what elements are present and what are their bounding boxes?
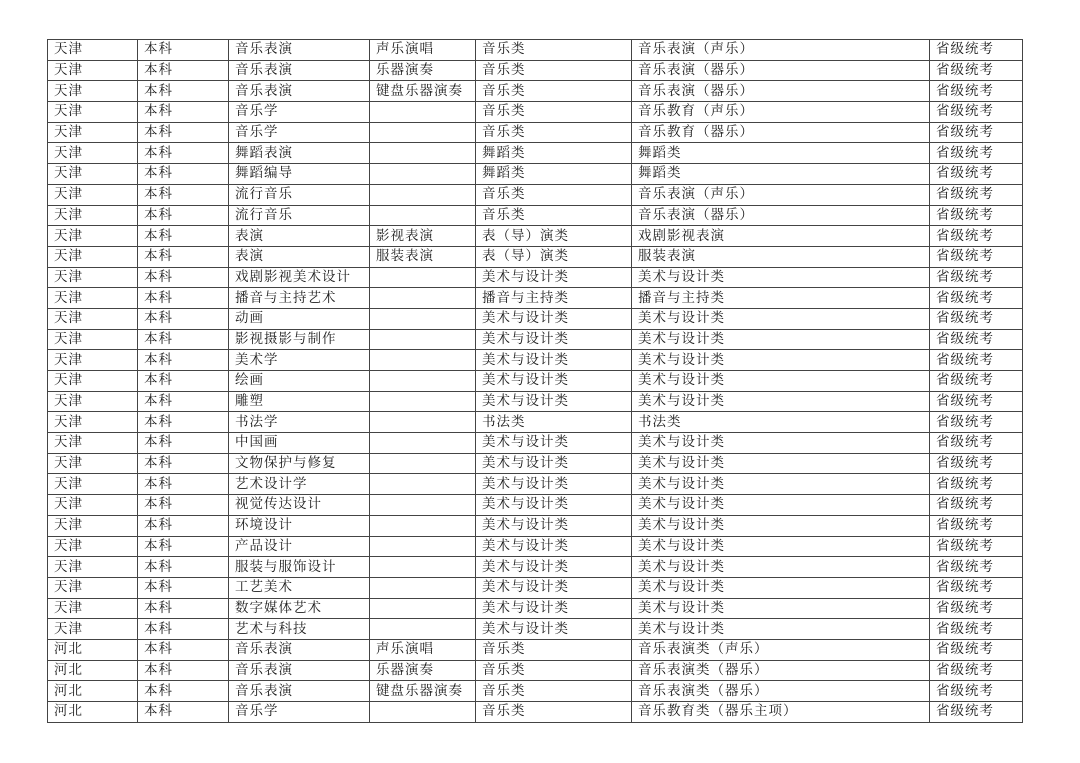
- major-cell: 动画: [229, 308, 370, 329]
- province-cell: 天津: [48, 536, 138, 557]
- major-cell: 环境设计: [229, 515, 370, 536]
- level-cell: 本科: [138, 308, 229, 329]
- table-row: [48, 577, 1023, 598]
- exam-category-cell: 音乐类: [476, 102, 632, 123]
- province-cell: 天津: [48, 453, 138, 474]
- exam-subject-cell: 播音与主持类: [632, 288, 930, 309]
- admissions-table: [47, 39, 1023, 723]
- direction-cell: [370, 412, 476, 433]
- level-cell: 本科: [138, 205, 229, 226]
- level-cell: 本科: [138, 453, 229, 474]
- direction-cell: [370, 474, 476, 495]
- direction-cell: [370, 122, 476, 143]
- exam-subject-cell: 美术与设计类: [632, 577, 930, 598]
- direction-cell: [370, 102, 476, 123]
- level-cell: 本科: [138, 267, 229, 288]
- exam-category-cell: 音乐类: [476, 681, 632, 702]
- table-row: [48, 536, 1023, 557]
- level-cell: 本科: [138, 619, 229, 640]
- direction-cell: [370, 267, 476, 288]
- level-cell: 本科: [138, 122, 229, 143]
- major-cell: 绘画: [229, 371, 370, 392]
- exam-type-cell: 省级统考: [930, 102, 1023, 123]
- table-row: [48, 433, 1023, 454]
- province-cell: 天津: [48, 288, 138, 309]
- exam-type-cell: 省级统考: [930, 391, 1023, 412]
- exam-type-cell: 省级统考: [930, 598, 1023, 619]
- level-cell: 本科: [138, 40, 229, 61]
- level-cell: 本科: [138, 681, 229, 702]
- exam-category-cell: 播音与主持类: [476, 288, 632, 309]
- direction-cell: [370, 288, 476, 309]
- exam-category-cell: 美术与设计类: [476, 371, 632, 392]
- exam-subject-cell: 美术与设计类: [632, 350, 930, 371]
- exam-category-cell: 表（导）演类: [476, 226, 632, 247]
- province-cell: 天津: [48, 433, 138, 454]
- major-cell: 流行音乐: [229, 184, 370, 205]
- exam-category-cell: 舞蹈类: [476, 143, 632, 164]
- level-cell: 本科: [138, 536, 229, 557]
- exam-subject-cell: 美术与设计类: [632, 308, 930, 329]
- major-cell: 工艺美术: [229, 577, 370, 598]
- level-cell: 本科: [138, 81, 229, 102]
- major-cell: 音乐学: [229, 702, 370, 723]
- major-cell: 音乐学: [229, 102, 370, 123]
- exam-category-cell: 美术与设计类: [476, 329, 632, 350]
- exam-category-cell: 音乐类: [476, 205, 632, 226]
- level-cell: 本科: [138, 246, 229, 267]
- exam-type-cell: 省级统考: [930, 81, 1023, 102]
- province-cell: 天津: [48, 495, 138, 516]
- level-cell: 本科: [138, 495, 229, 516]
- exam-category-cell: 美术与设计类: [476, 433, 632, 454]
- direction-cell: [370, 350, 476, 371]
- direction-cell: 键盘乐器演奏: [370, 81, 476, 102]
- table-row: [48, 143, 1023, 164]
- exam-type-cell: 省级统考: [930, 557, 1023, 578]
- exam-type-cell: 省级统考: [930, 681, 1023, 702]
- exam-category-cell: 音乐类: [476, 122, 632, 143]
- direction-cell: [370, 329, 476, 350]
- table-row: [48, 371, 1023, 392]
- province-cell: 天津: [48, 164, 138, 185]
- table-row: [48, 184, 1023, 205]
- province-cell: 天津: [48, 474, 138, 495]
- major-cell: 文物保护与修复: [229, 453, 370, 474]
- direction-cell: [370, 536, 476, 557]
- direction-cell: [370, 495, 476, 516]
- exam-category-cell: 美术与设计类: [476, 453, 632, 474]
- exam-subject-cell: 美术与设计类: [632, 474, 930, 495]
- direction-cell: 乐器演奏: [370, 660, 476, 681]
- major-cell: 表演: [229, 226, 370, 247]
- direction-cell: 声乐演唱: [370, 40, 476, 61]
- table-body: [48, 40, 1023, 723]
- table-row: [48, 619, 1023, 640]
- direction-cell: [370, 702, 476, 723]
- exam-type-cell: 省级统考: [930, 164, 1023, 185]
- level-cell: 本科: [138, 143, 229, 164]
- exam-type-cell: 省级统考: [930, 205, 1023, 226]
- major-cell: 数字媒体艺术: [229, 598, 370, 619]
- exam-type-cell: 省级统考: [930, 660, 1023, 681]
- direction-cell: [370, 453, 476, 474]
- table-row: [48, 102, 1023, 123]
- table-row: [48, 205, 1023, 226]
- exam-subject-cell: 音乐表演（声乐）: [632, 40, 930, 61]
- exam-subject-cell: 音乐表演类（器乐）: [632, 660, 930, 681]
- exam-subject-cell: 美术与设计类: [632, 329, 930, 350]
- table-row: [48, 164, 1023, 185]
- direction-cell: [370, 577, 476, 598]
- level-cell: 本科: [138, 557, 229, 578]
- direction-cell: 键盘乐器演奏: [370, 681, 476, 702]
- province-cell: 天津: [48, 577, 138, 598]
- exam-subject-cell: 美术与设计类: [632, 371, 930, 392]
- province-cell: 天津: [48, 412, 138, 433]
- level-cell: 本科: [138, 412, 229, 433]
- exam-subject-cell: 服装表演: [632, 246, 930, 267]
- exam-category-cell: 美术与设计类: [476, 267, 632, 288]
- major-cell: 雕塑: [229, 391, 370, 412]
- exam-category-cell: 美术与设计类: [476, 536, 632, 557]
- table-row: [48, 267, 1023, 288]
- direction-cell: [370, 143, 476, 164]
- direction-cell: 服装表演: [370, 246, 476, 267]
- direction-cell: [370, 557, 476, 578]
- exam-type-cell: 省级统考: [930, 40, 1023, 61]
- exam-category-cell: 美术与设计类: [476, 577, 632, 598]
- province-cell: 河北: [48, 702, 138, 723]
- level-cell: 本科: [138, 102, 229, 123]
- exam-category-cell: 表（导）演类: [476, 246, 632, 267]
- province-cell: 天津: [48, 308, 138, 329]
- major-cell: 影视摄影与制作: [229, 329, 370, 350]
- exam-subject-cell: 音乐表演（声乐）: [632, 184, 930, 205]
- level-cell: 本科: [138, 598, 229, 619]
- direction-cell: [370, 598, 476, 619]
- province-cell: 天津: [48, 267, 138, 288]
- table-row: [48, 122, 1023, 143]
- table-row: [48, 660, 1023, 681]
- table-row: [48, 288, 1023, 309]
- exam-type-cell: 省级统考: [930, 246, 1023, 267]
- exam-category-cell: 美术与设计类: [476, 308, 632, 329]
- exam-subject-cell: 美术与设计类: [632, 391, 930, 412]
- province-cell: 天津: [48, 81, 138, 102]
- exam-subject-cell: 舞蹈类: [632, 164, 930, 185]
- level-cell: 本科: [138, 433, 229, 454]
- level-cell: 本科: [138, 639, 229, 660]
- exam-type-cell: 省级统考: [930, 184, 1023, 205]
- province-cell: 天津: [48, 371, 138, 392]
- province-cell: 天津: [48, 226, 138, 247]
- direction-cell: 声乐演唱: [370, 639, 476, 660]
- major-cell: 产品设计: [229, 536, 370, 557]
- exam-type-cell: 省级统考: [930, 308, 1023, 329]
- table-row: [48, 681, 1023, 702]
- exam-type-cell: 省级统考: [930, 122, 1023, 143]
- direction-cell: [370, 308, 476, 329]
- province-cell: 河北: [48, 681, 138, 702]
- major-cell: 音乐表演: [229, 639, 370, 660]
- province-cell: 天津: [48, 329, 138, 350]
- exam-type-cell: 省级统考: [930, 495, 1023, 516]
- exam-category-cell: 音乐类: [476, 60, 632, 81]
- level-cell: 本科: [138, 660, 229, 681]
- direction-cell: [370, 205, 476, 226]
- exam-type-cell: 省级统考: [930, 702, 1023, 723]
- exam-subject-cell: 音乐教育（声乐）: [632, 102, 930, 123]
- level-cell: 本科: [138, 515, 229, 536]
- exam-subject-cell: 音乐表演类（器乐）: [632, 681, 930, 702]
- direction-cell: [370, 184, 476, 205]
- table-row: [48, 246, 1023, 267]
- table-row: [48, 639, 1023, 660]
- major-cell: 视觉传达设计: [229, 495, 370, 516]
- exam-category-cell: 美术与设计类: [476, 515, 632, 536]
- table-row: [48, 453, 1023, 474]
- major-cell: 艺术设计学: [229, 474, 370, 495]
- exam-category-cell: 舞蹈类: [476, 164, 632, 185]
- province-cell: 天津: [48, 184, 138, 205]
- level-cell: 本科: [138, 288, 229, 309]
- level-cell: 本科: [138, 350, 229, 371]
- exam-category-cell: 美术与设计类: [476, 598, 632, 619]
- exam-subject-cell: 美术与设计类: [632, 536, 930, 557]
- exam-type-cell: 省级统考: [930, 226, 1023, 247]
- exam-category-cell: 美术与设计类: [476, 391, 632, 412]
- exam-subject-cell: 美术与设计类: [632, 495, 930, 516]
- exam-type-cell: 省级统考: [930, 474, 1023, 495]
- major-cell: 艺术与科技: [229, 619, 370, 640]
- level-cell: 本科: [138, 226, 229, 247]
- exam-subject-cell: 音乐表演（器乐）: [632, 205, 930, 226]
- exam-type-cell: 省级统考: [930, 433, 1023, 454]
- direction-cell: [370, 164, 476, 185]
- major-cell: 中国画: [229, 433, 370, 454]
- exam-category-cell: 音乐类: [476, 81, 632, 102]
- exam-category-cell: 音乐类: [476, 639, 632, 660]
- exam-type-cell: 省级统考: [930, 536, 1023, 557]
- exam-category-cell: 音乐类: [476, 40, 632, 61]
- exam-subject-cell: 美术与设计类: [632, 453, 930, 474]
- exam-type-cell: 省级统考: [930, 350, 1023, 371]
- table-row: [48, 226, 1023, 247]
- level-cell: 本科: [138, 577, 229, 598]
- exam-type-cell: 省级统考: [930, 577, 1023, 598]
- exam-category-cell: 美术与设计类: [476, 619, 632, 640]
- exam-subject-cell: 美术与设计类: [632, 598, 930, 619]
- exam-type-cell: 省级统考: [930, 329, 1023, 350]
- major-cell: 音乐表演: [229, 60, 370, 81]
- direction-cell: [370, 433, 476, 454]
- table-row: [48, 81, 1023, 102]
- exam-type-cell: 省级统考: [930, 515, 1023, 536]
- exam-type-cell: 省级统考: [930, 412, 1023, 433]
- exam-category-cell: 美术与设计类: [476, 350, 632, 371]
- exam-subject-cell: 美术与设计类: [632, 515, 930, 536]
- exam-type-cell: 省级统考: [930, 453, 1023, 474]
- major-cell: 音乐学: [229, 122, 370, 143]
- exam-category-cell: 美术与设计类: [476, 474, 632, 495]
- table-row: [48, 474, 1023, 495]
- exam-category-cell: 书法类: [476, 412, 632, 433]
- level-cell: 本科: [138, 474, 229, 495]
- major-cell: 音乐表演: [229, 660, 370, 681]
- exam-subject-cell: 音乐教育类（器乐主项）: [632, 702, 930, 723]
- province-cell: 天津: [48, 246, 138, 267]
- exam-type-cell: 省级统考: [930, 267, 1023, 288]
- table-row: [48, 329, 1023, 350]
- major-cell: 书法学: [229, 412, 370, 433]
- direction-cell: [370, 371, 476, 392]
- major-cell: 服装与服饰设计: [229, 557, 370, 578]
- exam-subject-cell: 舞蹈类: [632, 143, 930, 164]
- direction-cell: [370, 619, 476, 640]
- table-row: [48, 308, 1023, 329]
- province-cell: 天津: [48, 143, 138, 164]
- major-cell: 戏剧影视美术设计: [229, 267, 370, 288]
- level-cell: 本科: [138, 184, 229, 205]
- exam-type-cell: 省级统考: [930, 639, 1023, 660]
- exam-category-cell: 音乐类: [476, 660, 632, 681]
- exam-subject-cell: 音乐教育（器乐）: [632, 122, 930, 143]
- major-cell: 流行音乐: [229, 205, 370, 226]
- table-row: [48, 598, 1023, 619]
- level-cell: 本科: [138, 60, 229, 81]
- major-cell: 音乐表演: [229, 81, 370, 102]
- table-row: [48, 702, 1023, 723]
- province-cell: 天津: [48, 598, 138, 619]
- exam-type-cell: 省级统考: [930, 288, 1023, 309]
- province-cell: 河北: [48, 660, 138, 681]
- exam-category-cell: 美术与设计类: [476, 557, 632, 578]
- major-cell: 音乐表演: [229, 40, 370, 61]
- table-row: [48, 515, 1023, 536]
- province-cell: 天津: [48, 557, 138, 578]
- province-cell: 天津: [48, 60, 138, 81]
- province-cell: 河北: [48, 639, 138, 660]
- province-cell: 天津: [48, 515, 138, 536]
- province-cell: 天津: [48, 122, 138, 143]
- table-row: [48, 391, 1023, 412]
- exam-category-cell: 美术与设计类: [476, 495, 632, 516]
- major-cell: 表演: [229, 246, 370, 267]
- exam-type-cell: 省级统考: [930, 371, 1023, 392]
- major-cell: 舞蹈表演: [229, 143, 370, 164]
- direction-cell: [370, 515, 476, 536]
- direction-cell: [370, 391, 476, 412]
- direction-cell: 乐器演奏: [370, 60, 476, 81]
- major-cell: 美术学: [229, 350, 370, 371]
- exam-category-cell: 音乐类: [476, 184, 632, 205]
- major-cell: 播音与主持艺术: [229, 288, 370, 309]
- table-row: [48, 495, 1023, 516]
- exam-type-cell: 省级统考: [930, 60, 1023, 81]
- exam-subject-cell: 美术与设计类: [632, 557, 930, 578]
- level-cell: 本科: [138, 391, 229, 412]
- table-row: [48, 60, 1023, 81]
- table-row: [48, 557, 1023, 578]
- exam-type-cell: 省级统考: [930, 619, 1023, 640]
- table-row: [48, 350, 1023, 371]
- province-cell: 天津: [48, 102, 138, 123]
- exam-subject-cell: 音乐表演（器乐）: [632, 81, 930, 102]
- level-cell: 本科: [138, 164, 229, 185]
- major-cell: 音乐表演: [229, 681, 370, 702]
- table-row: [48, 40, 1023, 61]
- exam-subject-cell: 书法类: [632, 412, 930, 433]
- level-cell: 本科: [138, 329, 229, 350]
- exam-subject-cell: 音乐表演类（声乐）: [632, 639, 930, 660]
- direction-cell: 影视表演: [370, 226, 476, 247]
- exam-subject-cell: 音乐表演（器乐）: [632, 60, 930, 81]
- province-cell: 天津: [48, 350, 138, 371]
- province-cell: 天津: [48, 205, 138, 226]
- level-cell: 本科: [138, 371, 229, 392]
- exam-subject-cell: 美术与设计类: [632, 433, 930, 454]
- table-row: [48, 412, 1023, 433]
- province-cell: 天津: [48, 40, 138, 61]
- province-cell: 天津: [48, 391, 138, 412]
- province-cell: 天津: [48, 619, 138, 640]
- exam-subject-cell: 美术与设计类: [632, 619, 930, 640]
- exam-category-cell: 音乐类: [476, 702, 632, 723]
- exam-type-cell: 省级统考: [930, 143, 1023, 164]
- level-cell: 本科: [138, 702, 229, 723]
- exam-subject-cell: 戏剧影视表演: [632, 226, 930, 247]
- major-cell: 舞蹈编导: [229, 164, 370, 185]
- exam-subject-cell: 美术与设计类: [632, 267, 930, 288]
